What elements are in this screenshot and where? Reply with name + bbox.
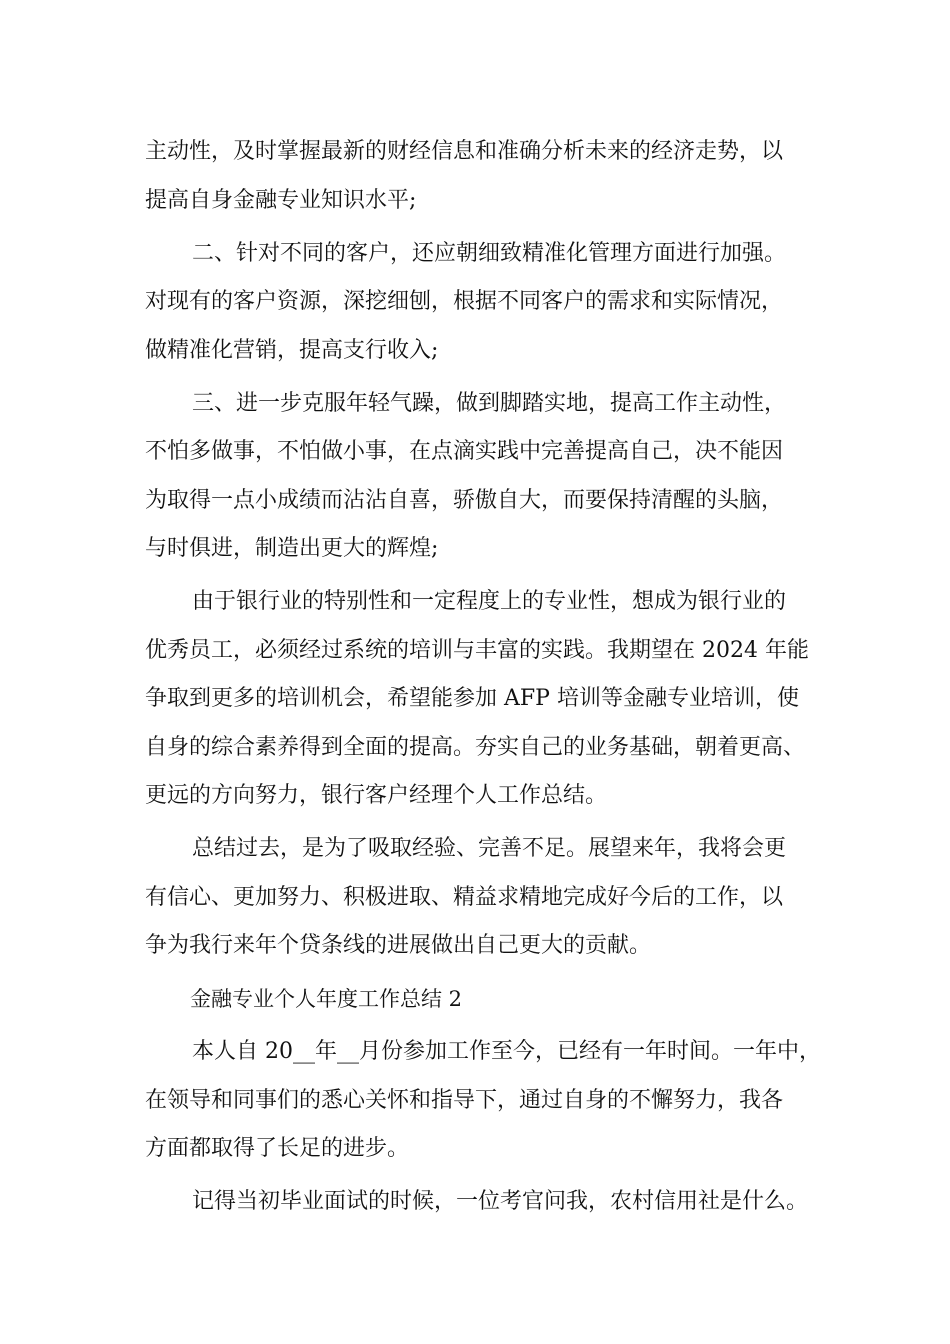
paragraph-line: 提高自身金融专业知识水平;: [145, 187, 417, 213]
paragraph-2: [145, 230, 815, 376]
paragraph-3: [145, 380, 815, 574]
paragraph-5: [145, 825, 815, 971]
paragraph-line: 三、进一步克服年轻气躁，做到脚踏实地，提高工作主动性，: [192, 390, 787, 416]
paragraph-line: 由于银行业的特别性和一定程度上的专业性，想成为银行业的: [192, 589, 787, 614]
paragraph-line: 与时俱进，制造出更大的辉煌;: [145, 536, 439, 561]
paragraph-line: 主动性，及时掌握最新的财经信息和准确分析未来的经济走势，以: [145, 139, 784, 164]
section-heading-text: 金融专业个人年度工作总结 2: [190, 987, 463, 1011]
paragraph-4: [145, 578, 815, 821]
section-heading: [145, 975, 815, 1024]
paragraph-line: 方面都取得了长足的进步。: [145, 1136, 410, 1161]
paragraph-line: 总结过去，是为了吸取经验、完善不足。展望来年，我将会更: [192, 836, 787, 861]
paragraph-line: 优秀员工，必须经过系统的培训与丰富的实践。我期望在 2024 年能: [145, 637, 809, 663]
paragraph-line: 争取到更多的培训机会，希望能参加 AFP 培训等金融专业培训，使: [145, 686, 799, 711]
paragraph-line: 本人自 20__年__月份参加工作至今，已经有一年时间。一年中，: [192, 1039, 821, 1064]
paragraph-7: [145, 1178, 815, 1227]
paragraph-line: 对现有的客户资源，深挖细刨，根据不同客户的需求和实际情况，: [145, 289, 784, 314]
paragraph-line: 不怕多做事，不怕做小事，在点滴实践中完善提高自己，决不能因: [145, 439, 784, 464]
paragraph-line: 自身的综合素养得到全面的提高。夯实自己的业务基础，朝着更高、: [145, 734, 806, 760]
paragraph-line: 为取得一点小成绩而沾沾自喜，骄傲自大，而要保持清醒的头脑，: [145, 487, 784, 513]
paragraph-line: 争为我行来年个贷条线的进展做出自己更大的贡献。: [145, 933, 652, 958]
paragraph-6: [145, 1028, 821, 1174]
paragraph-line: 记得当初毕业面试的时候，一位考官问我，农村信用社是什么。: [192, 1189, 809, 1214]
document-body: [145, 128, 821, 1231]
paragraph-line: 二、针对不同的客户，还应朝细致精准化管理方面进行加强。: [192, 240, 787, 266]
paragraph-line: 做精准化营销，提高支行收入;: [145, 337, 439, 363]
paragraph-line: 更远的方向努力，银行客户经理个人工作总结。: [145, 783, 608, 808]
paragraph-line: 有信心、更加努力、积极进取、精益求精地完成好今后的工作，以: [145, 884, 784, 910]
paragraph-1: [145, 128, 815, 225]
paragraph-line: 在领导和同事们的悉心关怀和指导下，通过自身的不懈努力，我各: [145, 1087, 784, 1113]
